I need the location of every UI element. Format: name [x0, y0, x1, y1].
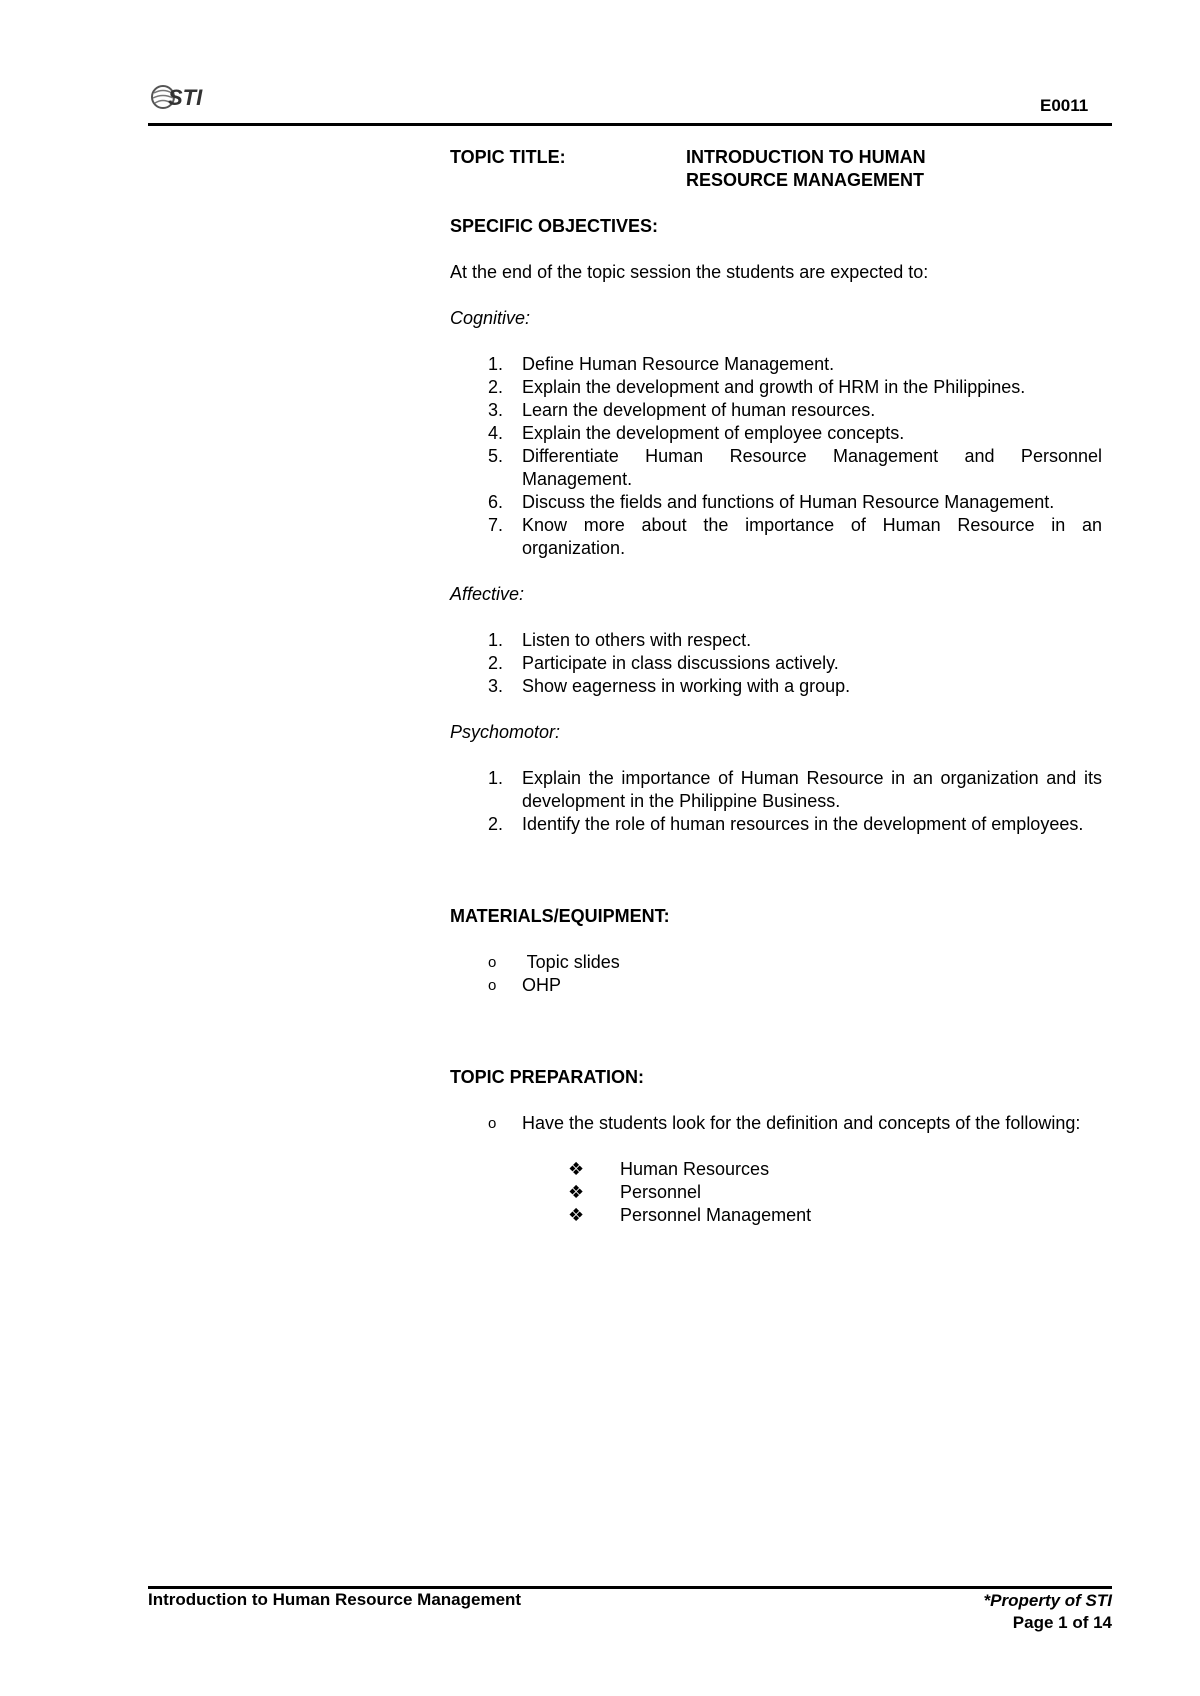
list-item [450, 353, 1102, 376]
list-item [450, 675, 1102, 698]
text-line: Differentiate Human Resource Management and Personnel [522, 446, 1102, 466]
text-line: Discuss the fields and functions of Human Resource [522, 492, 940, 512]
item-text [522, 813, 1102, 836]
item-text [522, 767, 1102, 813]
item-number: 4. [488, 423, 504, 443]
psychomotor-list [450, 767, 1102, 836]
list-item [450, 1204, 1102, 1227]
footer-right [984, 1590, 1112, 1634]
header-rule [148, 123, 1112, 126]
objectives-heading: SPECIFIC OBJECTIVES: [450, 216, 659, 236]
item-text [522, 422, 1102, 445]
preparation-subitem: Personnel Management [620, 1205, 812, 1225]
topic-title-row [450, 146, 1102, 192]
preparation-subitem: Personnel [620, 1182, 702, 1202]
text-line: Explain the importance of Human Resource in an organization [522, 768, 1039, 788]
diamond-bullet-icon: ❖ [568, 1182, 585, 1202]
materials-list [450, 951, 1102, 997]
text-line: employees. [991, 814, 1084, 834]
item-number: 6. [488, 492, 504, 512]
affective-list [450, 629, 1102, 698]
item-number: 1. [488, 768, 504, 788]
list-item [450, 951, 1102, 974]
preparation-list [450, 1112, 1102, 1135]
item-number: 1. [488, 630, 504, 650]
materials-heading: MATERIALS/EQUIPMENT: [450, 906, 670, 926]
text-line: following: [1005, 1113, 1081, 1133]
text-line: and its development in the Philippine Business. [522, 768, 1102, 811]
item-text [522, 675, 1102, 698]
item-number: 1. [488, 354, 504, 374]
bullet-marker: o [488, 954, 497, 971]
preparation-item-text [522, 1112, 1102, 1135]
item-number: 3. [488, 676, 504, 696]
topic-title-value [686, 146, 926, 192]
cognitive-list [450, 353, 1102, 560]
item-number: 2. [488, 814, 504, 834]
sti-logo [150, 82, 220, 112]
list-item [450, 376, 1102, 399]
topic-title-line: INTRODUCTION TO HUMAN [686, 147, 926, 167]
main-content [450, 146, 1102, 1227]
item-number: 3. [488, 400, 504, 420]
item-number: 2. [488, 653, 504, 673]
item-text [522, 491, 1102, 514]
logo-text: STI [168, 85, 203, 110]
text-line: Identify the role of human resources in the development of [522, 814, 987, 834]
bullet-marker: o [488, 1115, 497, 1132]
text-line: Participate in class discussions actively. [522, 653, 839, 673]
text-line: Management. [522, 469, 633, 489]
list-item [450, 1158, 1102, 1181]
item-text [522, 376, 1102, 399]
bullet-marker: o [488, 977, 497, 994]
diamond-bullet-icon: ❖ [568, 1205, 585, 1225]
list-item [450, 422, 1102, 445]
item-text [522, 399, 1102, 422]
list-item [450, 1181, 1102, 1204]
list-item [450, 445, 1102, 491]
text-line: Explain the development and growth of HRM in the Philippines. [522, 377, 1026, 397]
text-line: Learn the development of human resources. [522, 400, 876, 420]
sti-logo-icon [150, 82, 220, 112]
text-line: organization. [522, 538, 626, 558]
list-item [450, 399, 1102, 422]
affective-label: Affective: [450, 584, 525, 604]
psychomotor-label: Psychomotor: [450, 722, 561, 742]
list-item [450, 514, 1102, 560]
list-item [450, 974, 1102, 997]
item-text [522, 629, 1102, 652]
preparation-sublist [450, 1158, 1102, 1227]
list-item [450, 491, 1102, 514]
cognitive-label: Cognitive: [450, 308, 531, 328]
list-item [450, 767, 1102, 813]
text-line: Explain the development of employee concepts. [522, 423, 905, 443]
item-number: 5. [488, 446, 504, 466]
text-line: Have the students look for the definition and concepts of the [522, 1113, 1001, 1133]
item-text [522, 652, 1102, 675]
material-item: OHP [522, 975, 562, 995]
preparation-subitem: Human Resources [620, 1159, 770, 1179]
text-line: Listen to others with respect. [522, 630, 752, 650]
item-text [522, 445, 1102, 491]
text-line: Know more about the importance of Human Resource in an [522, 515, 1102, 535]
footer-rule [148, 1586, 1112, 1589]
page-number: Page 1 of 14 [1012, 1613, 1112, 1632]
item-number: 7. [488, 515, 504, 535]
list-item [450, 1112, 1102, 1135]
item-text [522, 353, 1102, 376]
list-item [450, 629, 1102, 652]
topic-title-line: RESOURCE MANAGEMENT [686, 170, 925, 190]
topic-title-label: TOPIC TITLE: [450, 147, 566, 167]
preparation-heading: TOPIC PREPARATION: [450, 1067, 645, 1087]
text-line: Show eagerness in working with a group. [522, 676, 851, 696]
list-item [450, 652, 1102, 675]
item-number: 2. [488, 377, 504, 397]
property-notice: *Property of STI [983, 1591, 1112, 1610]
item-text [522, 514, 1102, 560]
material-item: Topic slides [522, 952, 620, 972]
text-line: Management. [944, 492, 1055, 512]
list-item [450, 813, 1102, 836]
footer-course-title: Introduction to Human Resource Management [148, 1590, 522, 1609]
objectives-intro: At the end of the topic session the students are expected to: [450, 262, 929, 282]
text-line: Define Human Resource Management. [522, 354, 835, 374]
diamond-bullet-icon: ❖ [568, 1159, 585, 1179]
document-code: E0011 [1040, 96, 1089, 115]
